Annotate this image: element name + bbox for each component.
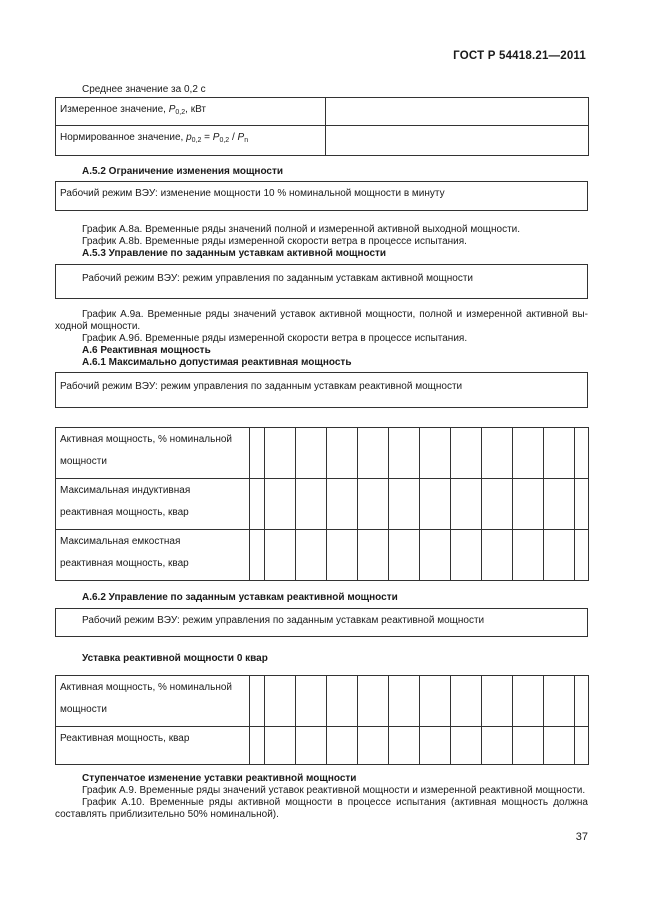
graph-a9a-caption-cont: ходной мощности. — [55, 321, 141, 332]
measured-value-cell[interactable] — [326, 98, 589, 126]
reactive-setpoint-table — [55, 675, 589, 765]
table-cell[interactable] — [389, 676, 420, 727]
table-cell[interactable] — [420, 428, 451, 479]
table-cell[interactable] — [575, 428, 589, 479]
table-cell[interactable] — [265, 428, 296, 479]
a62-mode-text: Рабочий режим ВЭУ: режим управления по заданным уставкам реактивной мощности — [82, 615, 485, 626]
table-cell[interactable] — [250, 479, 265, 530]
table-cell[interactable] — [420, 727, 451, 765]
graph-a10-caption: График А.10. Временные ряды активной мощности в процессе испытания (активная мощность должна — [82, 797, 588, 808]
a53-mode-box — [55, 264, 588, 299]
table-cell[interactable] — [389, 530, 420, 581]
table-cell[interactable] — [513, 479, 544, 530]
setpoint-heading: Уставка реактивной мощности 0 квар — [82, 653, 268, 664]
measured-value-label: Измеренное значение, $P_{0,2}$, кВт — [56, 98, 326, 126]
document-header: ГОСТ Р 54418.21—2011 — [453, 50, 586, 62]
table-cell[interactable] — [265, 727, 296, 765]
row-label-max-inductive: Максимальная индуктивная реактивная мощность, квар — [56, 479, 250, 530]
graph-a10-caption-cont: составлять приблизительно 50% номинальной). — [55, 809, 279, 820]
row-label-active-power: Активная мощность, % номинальной мощности — [56, 428, 250, 479]
a62-mode-box — [55, 608, 588, 637]
table-cell[interactable] — [296, 727, 327, 765]
section-a62-heading: А.6.2 Управление по заданным уставкам реактивной мощности — [82, 592, 398, 603]
section-a52-heading: А.5.2 Ограничение изменения мощности — [82, 166, 284, 177]
table-cell[interactable] — [544, 727, 575, 765]
table-cell[interactable] — [358, 676, 389, 727]
table-cell[interactable] — [451, 479, 482, 530]
table-cell[interactable] — [420, 676, 451, 727]
table-cell[interactable] — [482, 479, 513, 530]
table-cell[interactable] — [451, 727, 482, 765]
table-cell[interactable] — [575, 530, 589, 581]
table-cell[interactable] — [575, 727, 589, 765]
table-cell[interactable] — [327, 530, 358, 581]
a52-mode-text: Рабочий режим ВЭУ: изменение мощности 10 % номинальной мощности в минуту — [60, 188, 445, 199]
table-cell[interactable] — [513, 727, 544, 765]
table-cell[interactable] — [250, 676, 265, 727]
page-number: 37 — [575, 831, 588, 843]
table-cell[interactable] — [544, 428, 575, 479]
max-reactive-power-table — [55, 427, 589, 581]
average-values-table — [55, 97, 589, 156]
table-cell[interactable] — [296, 676, 327, 727]
table-cell[interactable] — [327, 479, 358, 530]
row-label-max-capacitive: Максимальная емкостная реактивная мощность, квар — [56, 530, 250, 581]
table-cell[interactable] — [265, 530, 296, 581]
table-cell[interactable] — [513, 428, 544, 479]
table-cell[interactable] — [358, 530, 389, 581]
table-cell[interactable] — [482, 530, 513, 581]
table-row — [56, 479, 589, 530]
table-cell[interactable] — [296, 428, 327, 479]
table-cell[interactable] — [575, 676, 589, 727]
table-cell[interactable] — [327, 428, 358, 479]
table-cell[interactable] — [250, 727, 265, 765]
table-cell[interactable] — [482, 676, 513, 727]
graph-a9-caption: График А.9. Временные ряды значений уставок реактивной мощности и измеренной реактивной мощности. — [82, 785, 586, 796]
normalized-value-label: Нормированное значение, $p_{0,2} = P_{0,2} / P_n$ — [56, 126, 326, 156]
table-cell[interactable] — [451, 676, 482, 727]
table-cell[interactable] — [265, 676, 296, 727]
table-cell[interactable] — [327, 676, 358, 727]
table-row — [56, 530, 589, 581]
table-cell[interactable] — [544, 676, 575, 727]
table-cell[interactable] — [358, 727, 389, 765]
normalized-value-cell[interactable] — [326, 126, 589, 156]
row-label-active-power: Активная мощность, % номинальной мощности — [56, 676, 250, 727]
table-cell[interactable] — [482, 428, 513, 479]
table-cell[interactable] — [420, 530, 451, 581]
table-cell[interactable] — [420, 479, 451, 530]
table-cell[interactable] — [250, 530, 265, 581]
table-cell[interactable] — [296, 479, 327, 530]
table-cell[interactable] — [544, 530, 575, 581]
graph-a9b-caption: График А.9б. Временные ряды измеренной скорости ветра в процессе испытания. — [82, 333, 468, 344]
table-cell[interactable] — [389, 428, 420, 479]
section-a61-heading: А.6.1 Максимально допустимая реактивная мощность — [82, 357, 352, 368]
table-cell[interactable] — [358, 479, 389, 530]
step-change-heading: Ступенчатое изменение уставки реактивной мощности — [82, 773, 357, 784]
row-label-reactive-power: Реактивная мощность, квар — [56, 727, 250, 765]
table-row — [56, 727, 589, 765]
table-cell[interactable] — [513, 530, 544, 581]
table-cell[interactable] — [544, 479, 575, 530]
a61-mode-box — [55, 372, 588, 408]
a52-mode-box — [55, 181, 588, 211]
table-cell[interactable] — [389, 479, 420, 530]
table-cell[interactable] — [265, 479, 296, 530]
graph-a9a-caption: График А.9а. Временные ряды значений уставок активной мощности, полной и измеренной активной вы- — [82, 309, 588, 320]
graph-a8b-caption: График А.8b. Временные ряды измеренной скорости ветра в процессе испытания. — [82, 236, 467, 247]
table-cell[interactable] — [327, 727, 358, 765]
a61-mode-text: Рабочий режим ВЭУ: режим управления по заданным уставкам реактивной мощности — [60, 381, 463, 392]
table-cell[interactable] — [575, 479, 589, 530]
table-cell[interactable] — [250, 428, 265, 479]
table-cell[interactable] — [296, 530, 327, 581]
table-row — [56, 676, 589, 727]
table-cell[interactable] — [482, 727, 513, 765]
table-cell[interactable] — [389, 727, 420, 765]
table-cell[interactable] — [358, 428, 389, 479]
table-cell[interactable] — [513, 676, 544, 727]
section-a53-heading: А.5.3 Управление по заданным уставкам активной мощности — [82, 248, 387, 259]
section-a6-heading: А.6 Реактивная мощность — [82, 345, 211, 356]
graph-a8a-caption: График А.8а. Временные ряды значений полной и измеренной активной выходной мощности. — [82, 224, 521, 235]
table-cell[interactable] — [451, 428, 482, 479]
a53-mode-text: Рабочий режим ВЭУ: режим управления по заданным уставкам активной мощности — [82, 273, 473, 284]
table-cell[interactable] — [451, 530, 482, 581]
average-label: Среднее значение за 0,2 с — [82, 84, 206, 95]
table-row — [56, 428, 589, 479]
